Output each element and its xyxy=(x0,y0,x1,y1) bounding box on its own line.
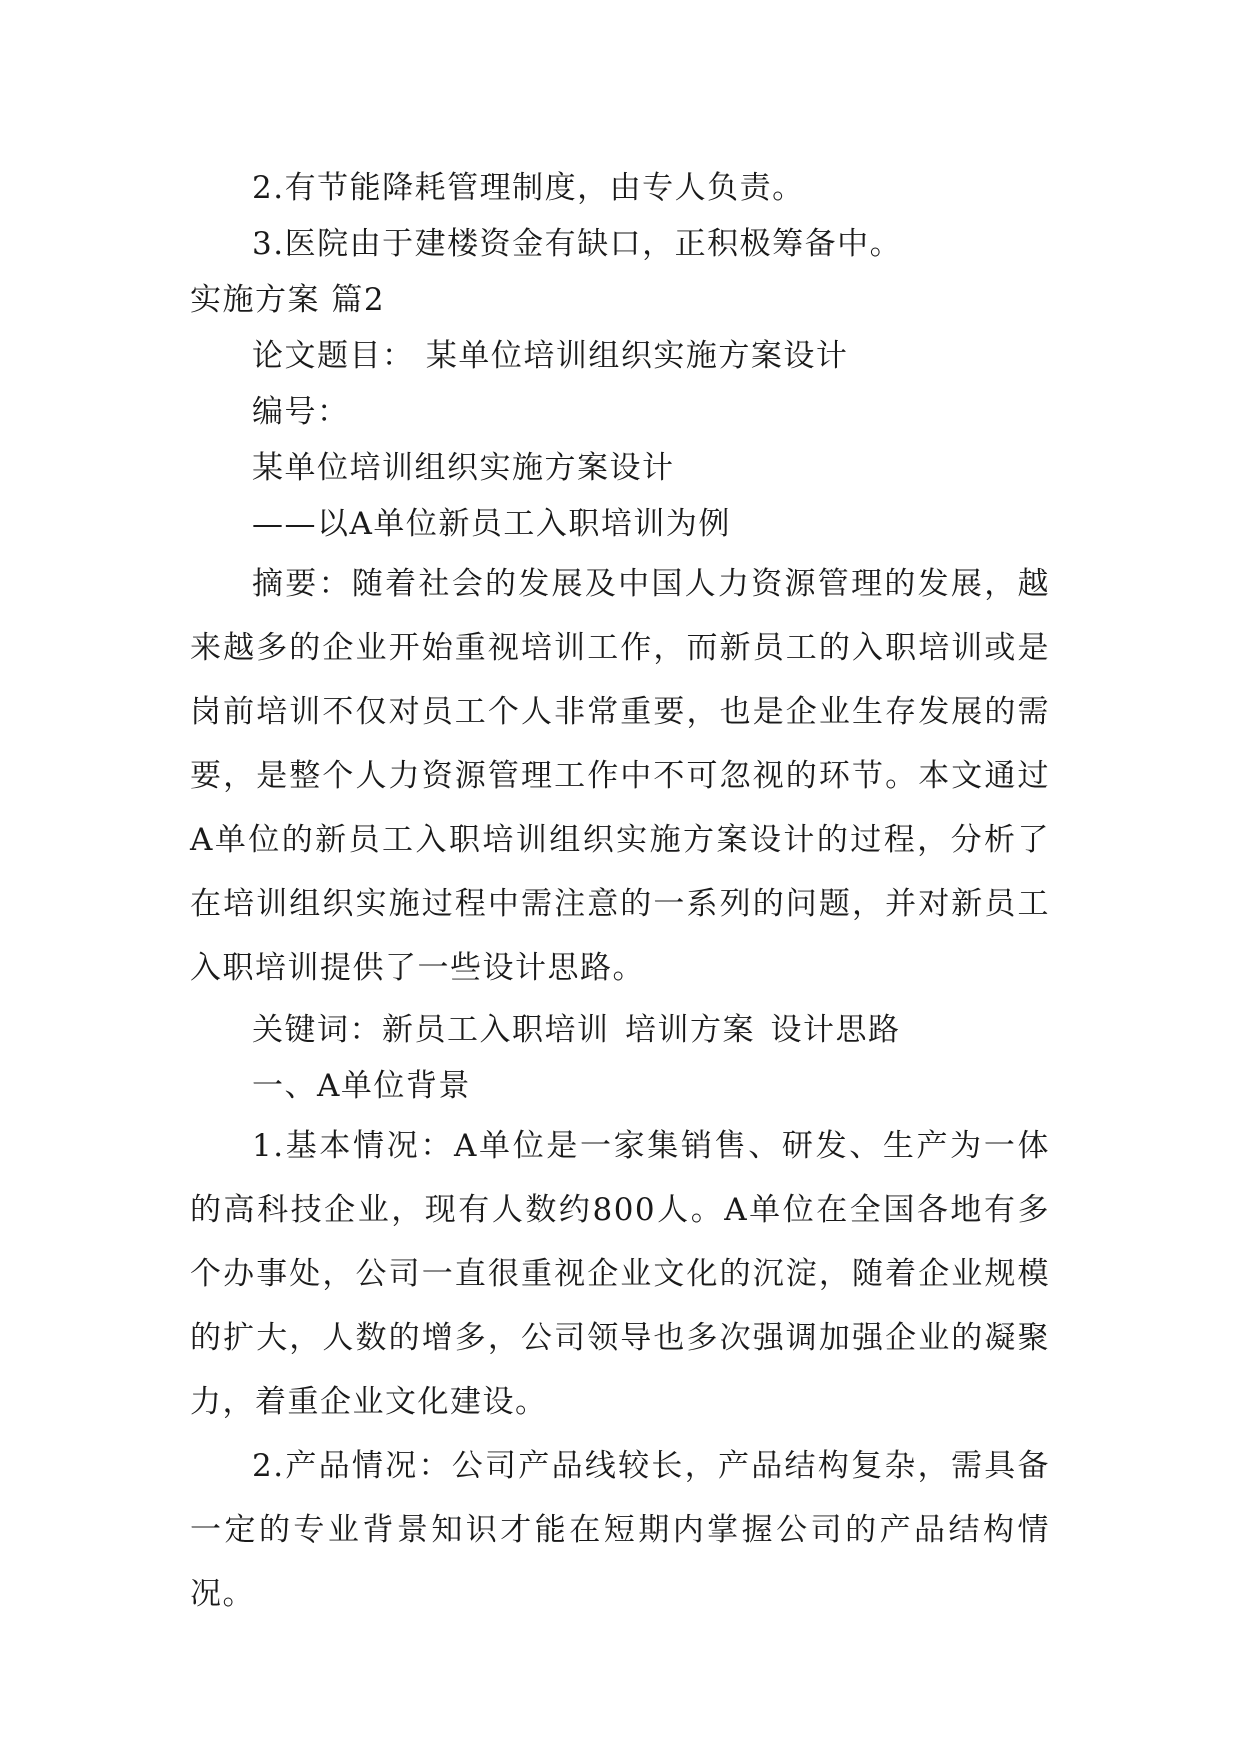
product-situation-paragraph: 2.产品情况：公司产品线较长，产品结构复杂，需具备一定的专业背景知识才能在短期内掌握公司的产品结构情况。 xyxy=(190,1448,1050,1612)
document-subtitle: ——以A单位新员工入职培训为例 xyxy=(252,506,731,542)
keywords-line xyxy=(190,1002,1050,1058)
keyword-item: 培训方案 xyxy=(625,1012,755,1048)
abstract-paragraph: 摘要：随着社会的发展及中国人力资源管理的发展，越来越多的企业开始重视培训工作，而新员工的入职培训或是岗前培训不仅对员工个人非常重要，也是企业生存发展的需要，是整个人力资源管理工作中不可忽视的环节。本文通过A单位的新员工入职培训组织实施方案设计的过程，分析了在培训组织实施过程中需注意的一系列的问题，并对新员工入职培训提供了一些设计思路。 xyxy=(190,566,1050,986)
section-heading: 实施方案 篇2 xyxy=(190,282,386,318)
number-label: 编号： xyxy=(252,394,350,430)
basic-situation-paragraph: 1.基本情况：A单位是一家集销售、研发、生产为一体的高科技企业，现有人数约800人。A单位在全国各地有多个办事处，公司一直很重视企业文化的沉淀，随着企业规模的扩大，人数的增多，公司领导也多次强调加强企业的凝聚力，着重企业文化建设。 xyxy=(190,1128,1050,1420)
section-one-heading: 一、A单位背景 xyxy=(252,1068,471,1104)
document-body xyxy=(190,160,1050,1626)
list-item-3: 3.医院由于建楼资金有缺口，正积极筹备中。 xyxy=(252,226,903,262)
list-item-2: 2.有节能降耗管理制度，由专人负责。 xyxy=(252,170,805,206)
document-title: 某单位培训组织实施方案设计 xyxy=(252,450,675,486)
keyword-item: 设计思路 xyxy=(770,1012,901,1048)
keyword-item: 新员工入职培训 xyxy=(382,1012,610,1048)
thesis-title-line: 论文题目： 某单位培训组织实施方案设计 xyxy=(252,338,849,374)
keywords-label: 关键词： xyxy=(252,1012,382,1048)
